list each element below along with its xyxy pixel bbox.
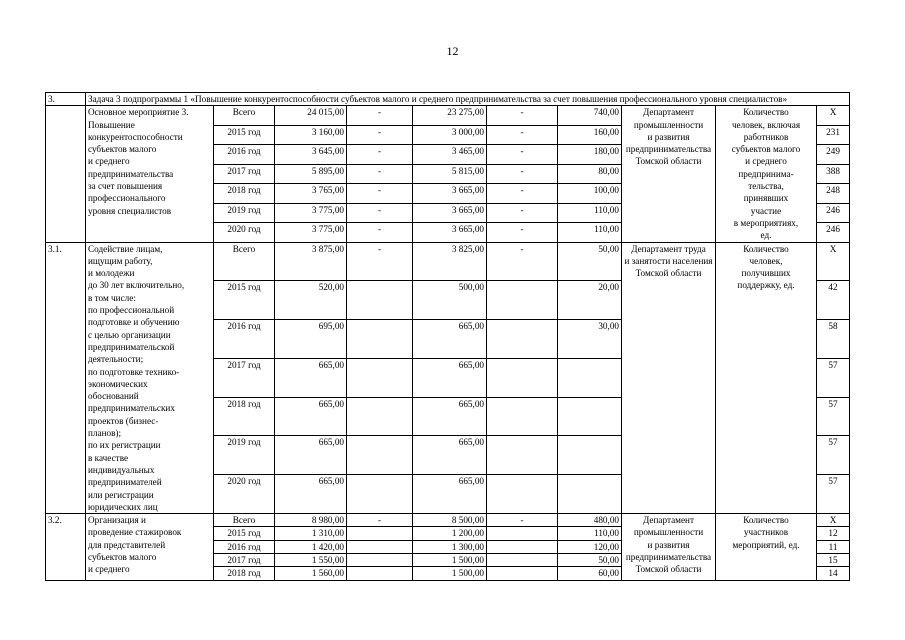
year-cell: 2018 год	[214, 397, 275, 436]
federal-cell	[347, 358, 413, 397]
other-cell: 160,00	[558, 125, 622, 144]
regional-cell: 23 275,00	[413, 106, 487, 125]
total-cell: 665,00	[275, 397, 347, 436]
other-cell: 80,00	[558, 164, 622, 183]
executor-line: Томской области	[635, 156, 702, 167]
regional-cell: 3 465,00	[413, 145, 487, 164]
year-cell: 2019 год	[214, 436, 275, 475]
regional-cell: 3 665,00	[413, 184, 487, 203]
executor-line: Томской области	[635, 564, 702, 575]
local-cell: -	[487, 145, 558, 164]
indicator-value-cell: 231	[817, 125, 850, 144]
description-line: с целью организации	[88, 329, 171, 340]
total-cell: 3 645,00	[275, 145, 347, 164]
section-number	[46, 106, 86, 242]
indicator-line: человек, включая	[731, 119, 801, 130]
indicator-line: участников	[743, 527, 789, 538]
local-cell	[487, 436, 558, 475]
indicator-cell	[716, 514, 817, 580]
section-number: 3.1.	[46, 242, 86, 514]
local-cell: -	[487, 203, 558, 222]
indicator-line: поддержку, ед.	[737, 280, 795, 291]
total-cell: 1 420,00	[275, 540, 347, 553]
indicator-value-cell: 58	[817, 320, 850, 359]
other-cell	[558, 358, 622, 397]
indicator-line: человек,	[749, 255, 783, 266]
description-line: для представителей	[88, 539, 166, 550]
federal-cell: -	[347, 514, 413, 527]
section-row	[46, 106, 850, 125]
description-line: и молодежи	[88, 268, 135, 279]
description-line: Основное мероприятие 3.	[88, 107, 189, 118]
year-cell: 2016 год	[214, 540, 275, 553]
indicator-value-cell: 57	[817, 397, 850, 436]
executor-cell	[622, 242, 716, 514]
regional-cell: 1 500,00	[413, 553, 487, 566]
year-cell: 2015 год	[214, 527, 275, 540]
year-cell: 2019 год	[214, 203, 275, 222]
regional-cell: 1 500,00	[413, 567, 487, 580]
section-description	[86, 106, 214, 242]
indicator-value-cell: X	[817, 106, 850, 125]
indicator-value-cell: 249	[817, 145, 850, 164]
description-line: деятельности;	[88, 354, 144, 365]
indicator-value-cell: 246	[817, 203, 850, 222]
executor-line: Департамент труда	[631, 243, 706, 254]
indicator-line: Количество	[743, 107, 789, 118]
description-line: проектов (бизнес-	[88, 415, 159, 426]
executor-line: промышленности	[633, 527, 704, 538]
local-cell	[487, 281, 558, 320]
federal-cell: -	[347, 184, 413, 203]
federal-cell: -	[347, 203, 413, 222]
section-row	[46, 242, 850, 281]
other-cell: 110,00	[558, 203, 622, 222]
other-cell: 50,00	[558, 553, 622, 566]
task-title: Задача 3 подпрограммы 1 «Повышение конкурентоспособности субъектов малого и среднего предпринимательства за счет повышения профессионального уровня специалистов»	[86, 93, 850, 106]
indicator-line: Количество	[743, 515, 789, 526]
task-row	[46, 93, 850, 106]
regional-cell: 665,00	[413, 397, 487, 436]
description-line: до 30 лет включительно,	[88, 280, 185, 291]
regional-cell: 665,00	[413, 436, 487, 475]
total-cell: 520,00	[275, 281, 347, 320]
federal-cell	[347, 527, 413, 540]
regional-cell: 1 300,00	[413, 540, 487, 553]
description-line: конкурентоспособности	[88, 131, 183, 142]
other-cell: 60,00	[558, 567, 622, 580]
federal-cell	[347, 475, 413, 514]
description-line: предпринимательской	[88, 341, 175, 352]
indicator-value-cell: 388	[817, 164, 850, 183]
description-line: планов);	[88, 428, 122, 439]
regional-cell: 665,00	[413, 358, 487, 397]
local-cell	[487, 320, 558, 359]
indicator-line: ед.	[760, 230, 772, 241]
indicator-cell	[716, 106, 817, 242]
executor-line: и занятости населения	[624, 255, 713, 266]
year-cell: Всего	[214, 514, 275, 527]
federal-cell	[347, 567, 413, 580]
indicator-line: в мероприятиях,	[733, 217, 799, 228]
local-cell: -	[487, 125, 558, 144]
year-cell: 2020 год	[214, 475, 275, 514]
local-cell: -	[487, 223, 558, 243]
indicator-value-cell: 57	[817, 475, 850, 514]
description-line: субъектов малого	[88, 144, 157, 155]
other-cell: 110,00	[558, 527, 622, 540]
executor-line: предпринимательства	[625, 144, 712, 155]
total-cell: 3 775,00	[275, 223, 347, 243]
regional-cell: 665,00	[413, 475, 487, 514]
description-line: в качестве	[88, 452, 129, 463]
other-cell: 50,00	[558, 242, 622, 281]
description-line: и среднего	[88, 156, 130, 167]
other-cell: 100,00	[558, 184, 622, 203]
total-cell: 3 765,00	[275, 184, 347, 203]
indicator-value-cell: 248	[817, 184, 850, 203]
indicator-value-cell: 15	[817, 553, 850, 566]
local-cell	[487, 358, 558, 397]
executor-line: Департамент	[643, 515, 694, 526]
local-cell: -	[487, 242, 558, 281]
year-cell: 2015 год	[214, 125, 275, 144]
description-line: обоснований	[88, 391, 139, 402]
other-cell: 110,00	[558, 223, 622, 243]
description-line: подготовке и обучению	[88, 317, 180, 328]
year-cell: 2017 год	[214, 553, 275, 566]
year-cell: 2017 год	[214, 358, 275, 397]
description-line: субъектов малого	[88, 551, 157, 562]
total-cell: 665,00	[275, 358, 347, 397]
description-line: проведение стажировок	[88, 527, 182, 538]
federal-cell: -	[347, 223, 413, 243]
total-cell: 5 895,00	[275, 164, 347, 183]
description-line: индивидуальных	[88, 464, 155, 475]
section-description	[86, 514, 214, 580]
indicator-value-cell: 42	[817, 281, 850, 320]
description-line: предпринимательства	[88, 168, 174, 179]
year-cell: Всего	[214, 242, 275, 281]
indicator-value-cell: 57	[817, 358, 850, 397]
federal-cell	[347, 540, 413, 553]
description-line: юридических лиц	[88, 501, 158, 512]
executor-line: и развития	[647, 539, 690, 550]
executor-line: предпринимательства	[625, 551, 712, 562]
total-cell: 8 980,00	[275, 514, 347, 527]
indicator-line: участие	[750, 205, 782, 216]
description-line: профессионального	[88, 193, 166, 204]
other-cell: 740,00	[558, 106, 622, 125]
indicator-line: тельства,	[748, 181, 784, 192]
local-cell: -	[487, 106, 558, 125]
year-cell: 2017 год	[214, 164, 275, 183]
regional-cell: 8 500,00	[413, 514, 487, 527]
total-cell: 1 310,00	[275, 527, 347, 540]
executor-line: промышленности	[633, 119, 704, 130]
description-line: по их регистрации	[88, 440, 161, 451]
total-cell: 665,00	[275, 475, 347, 514]
other-cell: 120,00	[558, 540, 622, 553]
federal-cell	[347, 436, 413, 475]
indicator-line: принявших	[743, 193, 789, 204]
other-cell: 30,00	[558, 320, 622, 359]
regional-cell: 3 665,00	[413, 203, 487, 222]
description-line: по подготовке технико-	[88, 366, 180, 377]
section-number: 3.2.	[46, 514, 86, 580]
total-cell: 1 550,00	[275, 553, 347, 566]
other-cell	[558, 436, 622, 475]
local-cell	[487, 540, 558, 553]
federal-cell: -	[347, 164, 413, 183]
executor-cell	[622, 514, 716, 580]
total-cell: 3 875,00	[275, 242, 347, 281]
total-cell: 1 560,00	[275, 567, 347, 580]
indicator-cell	[716, 242, 817, 514]
indicator-value-cell: X	[817, 242, 850, 281]
task-number: 3.	[46, 93, 86, 106]
total-cell: 3 775,00	[275, 203, 347, 222]
federal-cell	[347, 397, 413, 436]
year-cell: 2016 год	[214, 320, 275, 359]
description-line: или регистрации	[88, 489, 154, 500]
description-line: предпринимательских	[88, 403, 175, 414]
description-line: в том числе:	[88, 292, 136, 303]
description-line: Повышение	[88, 119, 135, 130]
executor-cell	[622, 106, 716, 242]
executor-line: и развития	[647, 131, 690, 142]
regional-cell: 1 200,00	[413, 527, 487, 540]
other-cell	[558, 475, 622, 514]
local-cell	[487, 475, 558, 514]
indicator-value-cell: X	[817, 514, 850, 527]
indicator-line: работников	[743, 131, 789, 142]
executor-line: Томской области	[635, 268, 702, 279]
indicator-value-cell: 57	[817, 436, 850, 475]
federal-cell: -	[347, 242, 413, 281]
description-line: по профессиональной	[88, 305, 175, 316]
executor-line: Департамент	[643, 107, 694, 118]
page-number: 12	[446, 44, 459, 58]
federal-cell	[347, 553, 413, 566]
description-line: уровня специалистов	[88, 205, 172, 216]
description-line: экономических	[88, 378, 148, 389]
federal-cell	[347, 320, 413, 359]
local-cell	[487, 567, 558, 580]
program-table	[45, 92, 850, 581]
section-description	[86, 242, 214, 514]
year-cell: Всего	[214, 106, 275, 125]
other-cell: 480,00	[558, 514, 622, 527]
other-cell: 20,00	[558, 281, 622, 320]
local-cell: -	[487, 514, 558, 527]
other-cell: 180,00	[558, 145, 622, 164]
local-cell: -	[487, 164, 558, 183]
year-cell: 2015 год	[214, 281, 275, 320]
indicator-value-cell: 14	[817, 567, 850, 580]
regional-cell: 3 665,00	[413, 223, 487, 243]
description-line: ищущим работу,	[88, 255, 153, 266]
local-cell	[487, 553, 558, 566]
regional-cell: 5 815,00	[413, 164, 487, 183]
year-cell: 2018 год	[214, 567, 275, 580]
indicator-value-cell: 246	[817, 223, 850, 243]
description-line: предпринимателей	[88, 477, 162, 488]
year-cell: 2020 год	[214, 223, 275, 243]
federal-cell: -	[347, 106, 413, 125]
regional-cell: 3 825,00	[413, 242, 487, 281]
total-cell: 695,00	[275, 320, 347, 359]
indicator-value-cell: 11	[817, 540, 850, 553]
indicator-line: получивших	[741, 268, 791, 279]
description-line: Организация и	[88, 515, 146, 526]
federal-cell: -	[347, 145, 413, 164]
regional-cell: 3 000,00	[413, 125, 487, 144]
year-cell: 2016 год	[214, 145, 275, 164]
section-row	[46, 514, 850, 527]
regional-cell: 665,00	[413, 320, 487, 359]
federal-cell	[347, 281, 413, 320]
total-cell: 3 160,00	[275, 125, 347, 144]
other-cell	[558, 397, 622, 436]
local-cell	[487, 527, 558, 540]
description-line: и среднего	[88, 564, 130, 575]
local-cell: -	[487, 184, 558, 203]
regional-cell: 500,00	[413, 281, 487, 320]
indicator-line: Количество	[743, 243, 789, 254]
indicator-line: субъектов малого	[731, 144, 801, 155]
federal-cell: -	[347, 125, 413, 144]
description-line: за счет повышения	[88, 181, 163, 192]
year-cell: 2018 год	[214, 184, 275, 203]
total-cell: 665,00	[275, 436, 347, 475]
description-line: Содействие лицам,	[88, 243, 163, 254]
indicator-line: и среднего	[745, 156, 787, 167]
indicator-line: мероприятий, ед.	[732, 539, 800, 550]
local-cell	[487, 397, 558, 436]
indicator-line: предпринима-	[738, 168, 794, 179]
total-cell: 24 015,00	[275, 106, 347, 125]
indicator-value-cell: 12	[817, 527, 850, 540]
